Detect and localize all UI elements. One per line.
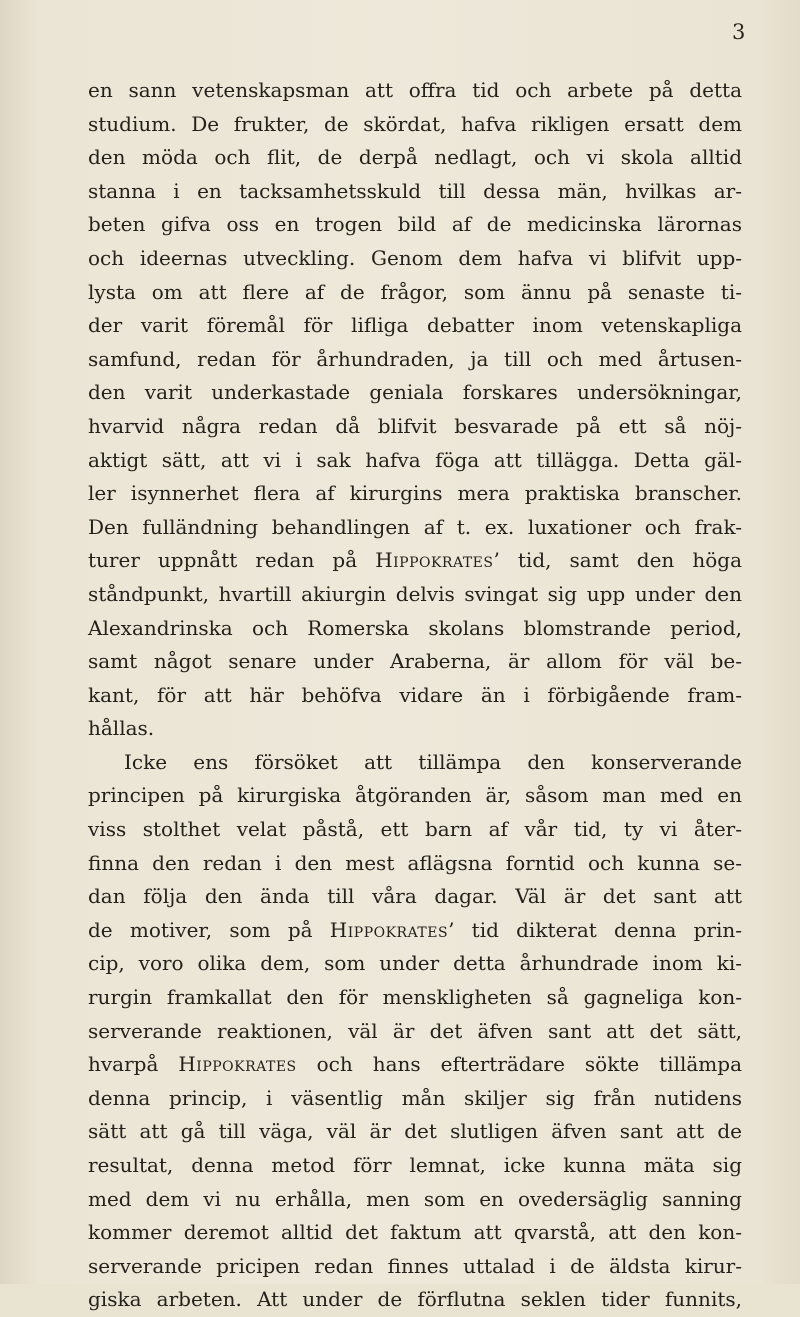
text-line: principen på kirurgiska åtgöranden är, såsom man med en [88,783,742,808]
text-line: Den fulländning behandlingen af t. ex. luxationer och frak- [88,514,742,539]
text-line: beten gifva oss en trogen bild af de medicinska lärornas [88,212,742,237]
text-line: hvarpå Hippokrates och hans efterträdare sökte tillämpa [88,1052,742,1077]
text-line: giska arbeten. Att under de förflutna seklen tider funnits, [88,1287,742,1312]
text-line: serverande reaktionen, väl är det äfven sant att det sätt, [88,1018,742,1043]
text-line: resultat, denna metod förr lemnat, icke kunna mäta sig [88,1153,742,1177]
text-line: ler isynnerhet flera af kirurgins mera praktiska branscher. [88,481,742,506]
text-line: den möda och flit, de derpå nedlagt, och vi skola alltid [88,145,742,170]
text-line: hvarvid några redan då blifvit besvarade på ett så nöj- [88,413,742,438]
text-line: der varit föremål för lifliga debatter inom vetenskapliga [88,313,742,338]
text-line: cip, voro olika dem, som under detta århundrade inom ki- [88,951,742,976]
text-line: serverande pricipen redan finnes uttalad i de äldsta kirur- [88,1253,742,1278]
text-line: rurgin framkallat den för menskligheten så gagneliga kon- [88,985,742,1010]
text-line: dan följa den ända till våra dagar. Väl är det sant att [88,884,742,909]
text-line: kant, för att här behöfva vidare än i förbigående fram- [88,682,742,707]
text-line: Alexandrinska och Romerska skolans blomstrande period, [88,615,742,640]
text-line: aktigt sätt, att vi i sak hafva föga att tillägga. Detta gäl- [88,447,742,472]
text-line: viss stolthet velat påstå, ett barn af vår tid, ty vi åter- [88,817,742,842]
paragraph [88,74,742,746]
text-line: en sann vetenskapsman att offra tid och arbete på detta [88,78,742,102]
text-line: kommer deremot alltid det faktum att qvarstå, att den kon- [88,1220,742,1245]
text-line: lysta om att flere af de frågor, som ännu på senaste ti- [88,279,742,304]
small-caps-name: Hippokrates [178,1052,297,1077]
page-number: 3 [732,20,746,44]
text-line: samfund, redan för århundraden, ja till och med årtusen- [88,346,742,371]
text-line: de motiver, som på Hippokrates’ tid dikterat denna prin- [88,917,742,942]
text-line: denna princip, i väsentlig mån skiljer sig från nutidens [88,1085,742,1110]
small-caps-name: Hippokrates [375,548,494,573]
paragraph [88,746,742,1317]
text-line: den varit underkastade geniala forskares undersökningar, [88,380,742,405]
body-text [88,74,742,1317]
text-line: stanna i en tacksamhetsskuld till dessa män, hvilkas ar- [88,178,742,203]
text-line: och ideernas utveckling. Genom dem hafva vi blifvit upp- [88,245,742,270]
text-line: ståndpunkt, hvartill akiurgin delvis svingat sig upp under den [88,581,742,606]
text-line: med dem vi nu erhålla, men som en ovedersäglig sanning [88,1186,742,1211]
small-caps-name: Hippokrates [329,917,449,942]
text-line: sätt att gå till väga, väl är det slutligen äfven sant att de [88,1119,742,1144]
text-line: finna den redan i den mest aflägsna forntid och kunna se- [88,850,742,875]
text-line: studium. De frukter, de skördat, hafva rikligen ersatt dem [88,111,742,136]
text-line: samt något senare under Araberna, är allom för väl be- [88,649,742,674]
text-line: turer uppnått redan på Hippokrates’ tid, samt den höga [88,548,742,573]
text-line: hållas. [88,716,155,741]
text-line: Icke ens försöket att tillämpa den konserverande [124,749,742,774]
